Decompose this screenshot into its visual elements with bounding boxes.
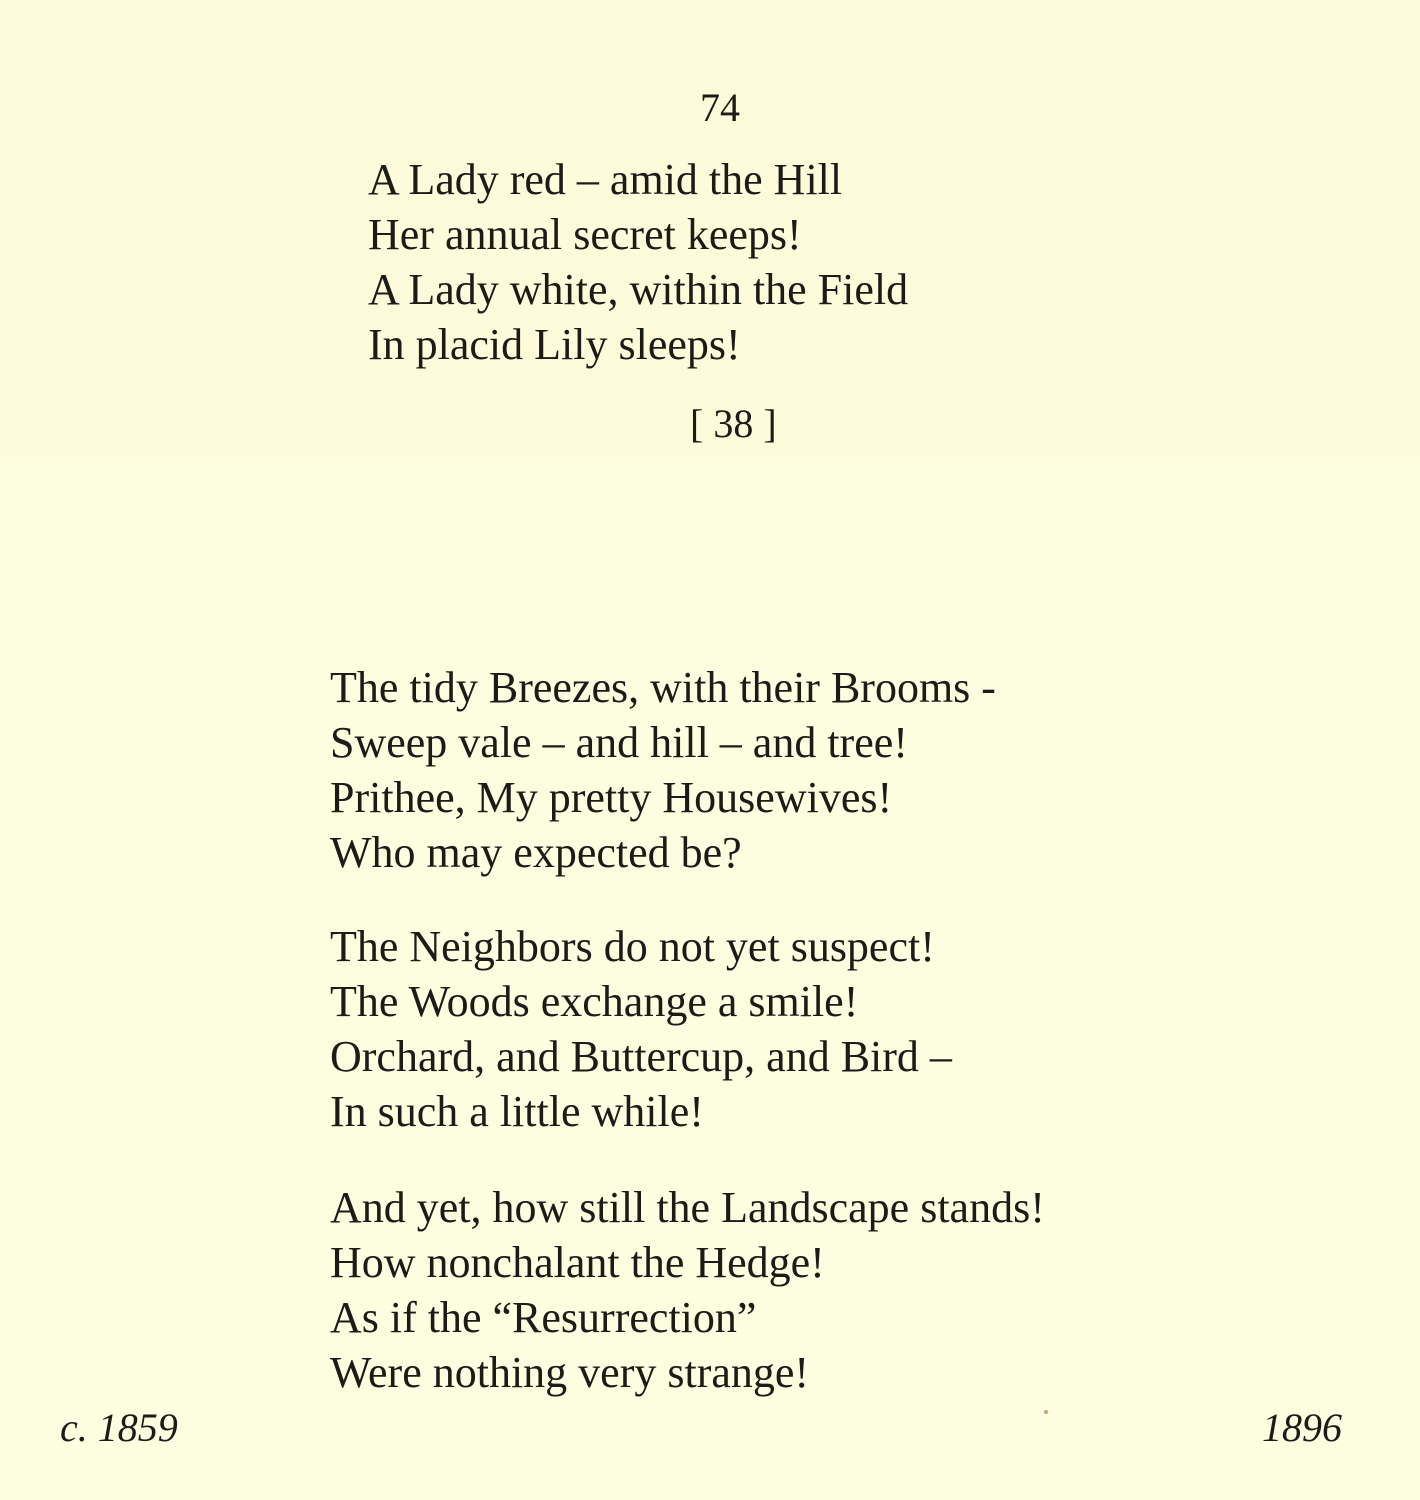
poem-line: A Lady red – amid the Hill [368, 155, 843, 204]
top-poem-stanza [368, 152, 908, 372]
poem-line: How nonchalant the Hedge! [330, 1238, 825, 1287]
poem-line: Who may expected be? [330, 828, 742, 877]
composition-date: c. 1859 [60, 1405, 178, 1450]
poem-line: The tidy Breezes, with their Brooms - [330, 663, 996, 712]
main-poem-stanza-3 [330, 1180, 1045, 1400]
poem-line: A Lady white, within the Field [368, 265, 909, 314]
poem-line: In such a little while! [330, 1087, 704, 1136]
poem-line: As if the “Resurrection” [330, 1293, 757, 1342]
poem-line: Her annual secret keeps! [368, 210, 802, 259]
poem-line: In placid Lily sleeps! [368, 320, 741, 369]
poem-line: Were nothing very strange! [330, 1348, 810, 1397]
poem-number: 74 [700, 85, 740, 130]
poem-line: Orchard, and Buttercup, and Bird – [330, 1032, 952, 1081]
poem-line: Sweep vale – and hill – and tree! [330, 718, 908, 767]
poem-line: And yet, how still the Landscape stands! [330, 1183, 1045, 1232]
main-poem-stanza-2 [330, 919, 952, 1139]
publication-date: 1896 [1262, 1405, 1342, 1450]
poem-line: The Woods exchange a smile! [330, 977, 859, 1026]
poem-line: Prithee, My pretty Housewives! [330, 773, 893, 822]
main-poem-stanza-1 [330, 660, 996, 880]
page-folio: [ 38 ] [690, 401, 777, 446]
poem-line: The Neighbors do not yet suspect! [330, 922, 935, 971]
paper-speck [1044, 1410, 1048, 1414]
